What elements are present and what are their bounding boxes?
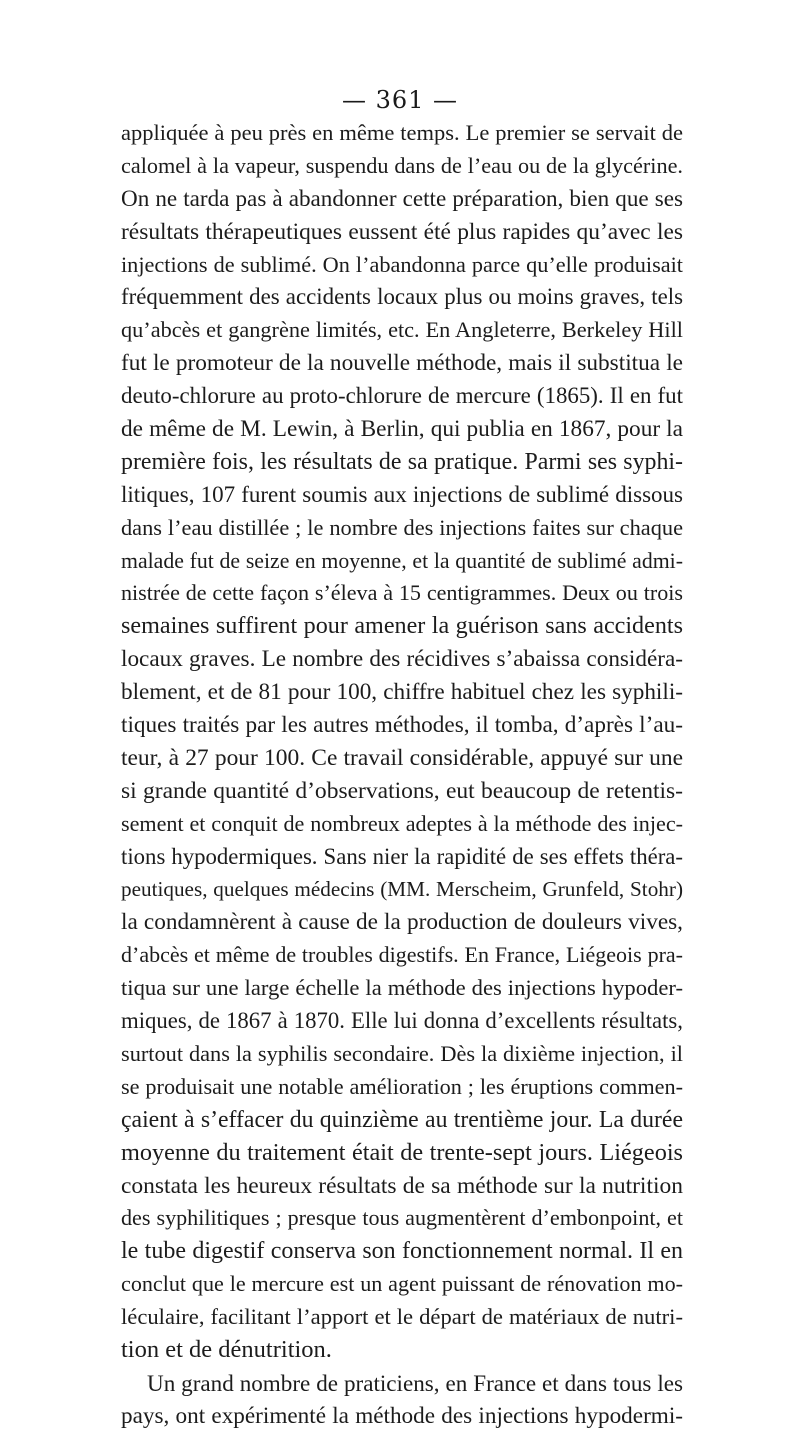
text-line: fut le promoteur de la nouvelle méthode, mais il substitua le <box>121 350 683 377</box>
text-line: moyenne du traitement était de trente-sept jours. Liégeois <box>121 1138 683 1166</box>
text-line-paragraph-start: Un grand nombre de praticiens, en France et dans tous les <box>147 1369 683 1396</box>
text-line: qu’abcès et gangrène limités, etc. En Angleterre, Berkeley Hill <box>121 317 683 343</box>
text-line: la condamnèrent à cause de la production de douleurs vives, <box>121 909 683 936</box>
text-line: résultats thérapeutiques eussent été plus rapides qu’avec les <box>121 218 683 245</box>
text-line: tiques traités par les autres méthodes, il tomba, d’après l’au- <box>121 712 683 739</box>
text-line: miques, de 1867 à 1870. Elle lui donna d’excellents résultats, <box>121 1008 683 1034</box>
text-line: fréquemment des accidents locaux plus ou moins graves, tels <box>121 284 683 310</box>
text-line: de même de M. Lewin, à Berlin, qui publia en 1867, pour la <box>121 416 683 443</box>
text-line: locaux graves. Le nombre des récidives s’abaissa considéra- <box>121 646 683 673</box>
text-line: injections de sublimé. On l’abandonna parce qu’elle produisait <box>121 251 683 277</box>
text-line: malade fut de seize en moyenne, et la quantité de sublimé admi- <box>121 548 683 573</box>
text-line: litiques, 107 furent soumis aux injections de sublimé dissous <box>121 481 683 507</box>
text-line: On ne tarda pas à abandonner cette préparation, bien que ses <box>121 185 683 212</box>
text-line: si grande quantité d’observations, eut beaucoup de retentis- <box>121 777 683 804</box>
text-line: le tube digestif conserva son fonctionnement normal. Il en <box>121 1238 683 1265</box>
text-line: pays, ont expérimenté la méthode des injections hypodermi- <box>121 1402 683 1429</box>
text-line: première fois, les résultats de sa pratique. Parmi ses syphi- <box>121 448 683 475</box>
text-line: se produisait une notable amélioration ; les éruptions commen- <box>121 1073 683 1099</box>
text-line: conclut que le mercure est un agent puissant de rénovation mo- <box>121 1271 683 1297</box>
text-line: teur, à 27 pour 100. Ce travail considérable, appuyé sur une <box>121 744 683 771</box>
text-line: peutiques, quelques médecins (MM. Merscheim, Grunfeld, Stohr) <box>121 877 683 902</box>
text-line: tiqua sur une large échelle la méthode des injections hypoder- <box>121 975 683 1001</box>
text-line: calomel à la vapeur, suspendu dans de l’eau ou de la glycérine. <box>121 152 683 178</box>
text-line: appliquée à peu près en même temps. Le premier se servait de <box>121 120 683 145</box>
text-line: constata les heureux résultats de sa méthode sur la nutrition <box>121 1172 683 1199</box>
text-line: semaines suffirent pour amener la guérison sans accidents <box>121 612 683 640</box>
text-line: dans l’eau distillée ; le nombre des injections faites sur chaque <box>121 514 683 540</box>
text-line: deuto-chlorure au proto-chlorure de mercure (1865). Il en fut <box>121 383 683 409</box>
text-line: nistrée de cette façon s’éleva à 15 centigrammes. Deux ou trois <box>121 580 683 606</box>
text-line: d’abcès et même de troubles digestifs. En France, Liégeois pra- <box>121 942 683 968</box>
text-line-paragraph-end: tion et de dénutrition. <box>121 1335 332 1363</box>
page-number: — 361 — <box>341 86 459 114</box>
text-line: surtout dans la syphilis secondaire. Dès la dixième injection, il <box>121 1040 683 1066</box>
text-line: léculaire, facilitant l’apport et le départ de matériaux de nutri- <box>121 1304 683 1330</box>
text-line: sement et conquit de nombreux adeptes à la méthode des injec- <box>121 810 683 836</box>
text-line: des syphilitiques ; presque tous augmentèrent d’embonpoint, et <box>121 1205 683 1231</box>
text-line: çaient à s’effacer du quinzième au trentième jour. La durée <box>121 1106 683 1133</box>
body-text <box>121 117 683 1433</box>
text-line: blement, et de 81 pour 100, chiffre habituel chez les syphili- <box>121 679 683 706</box>
text-line: tions hypodermiques. Sans nier la rapidité de ses effets théra- <box>121 843 683 869</box>
